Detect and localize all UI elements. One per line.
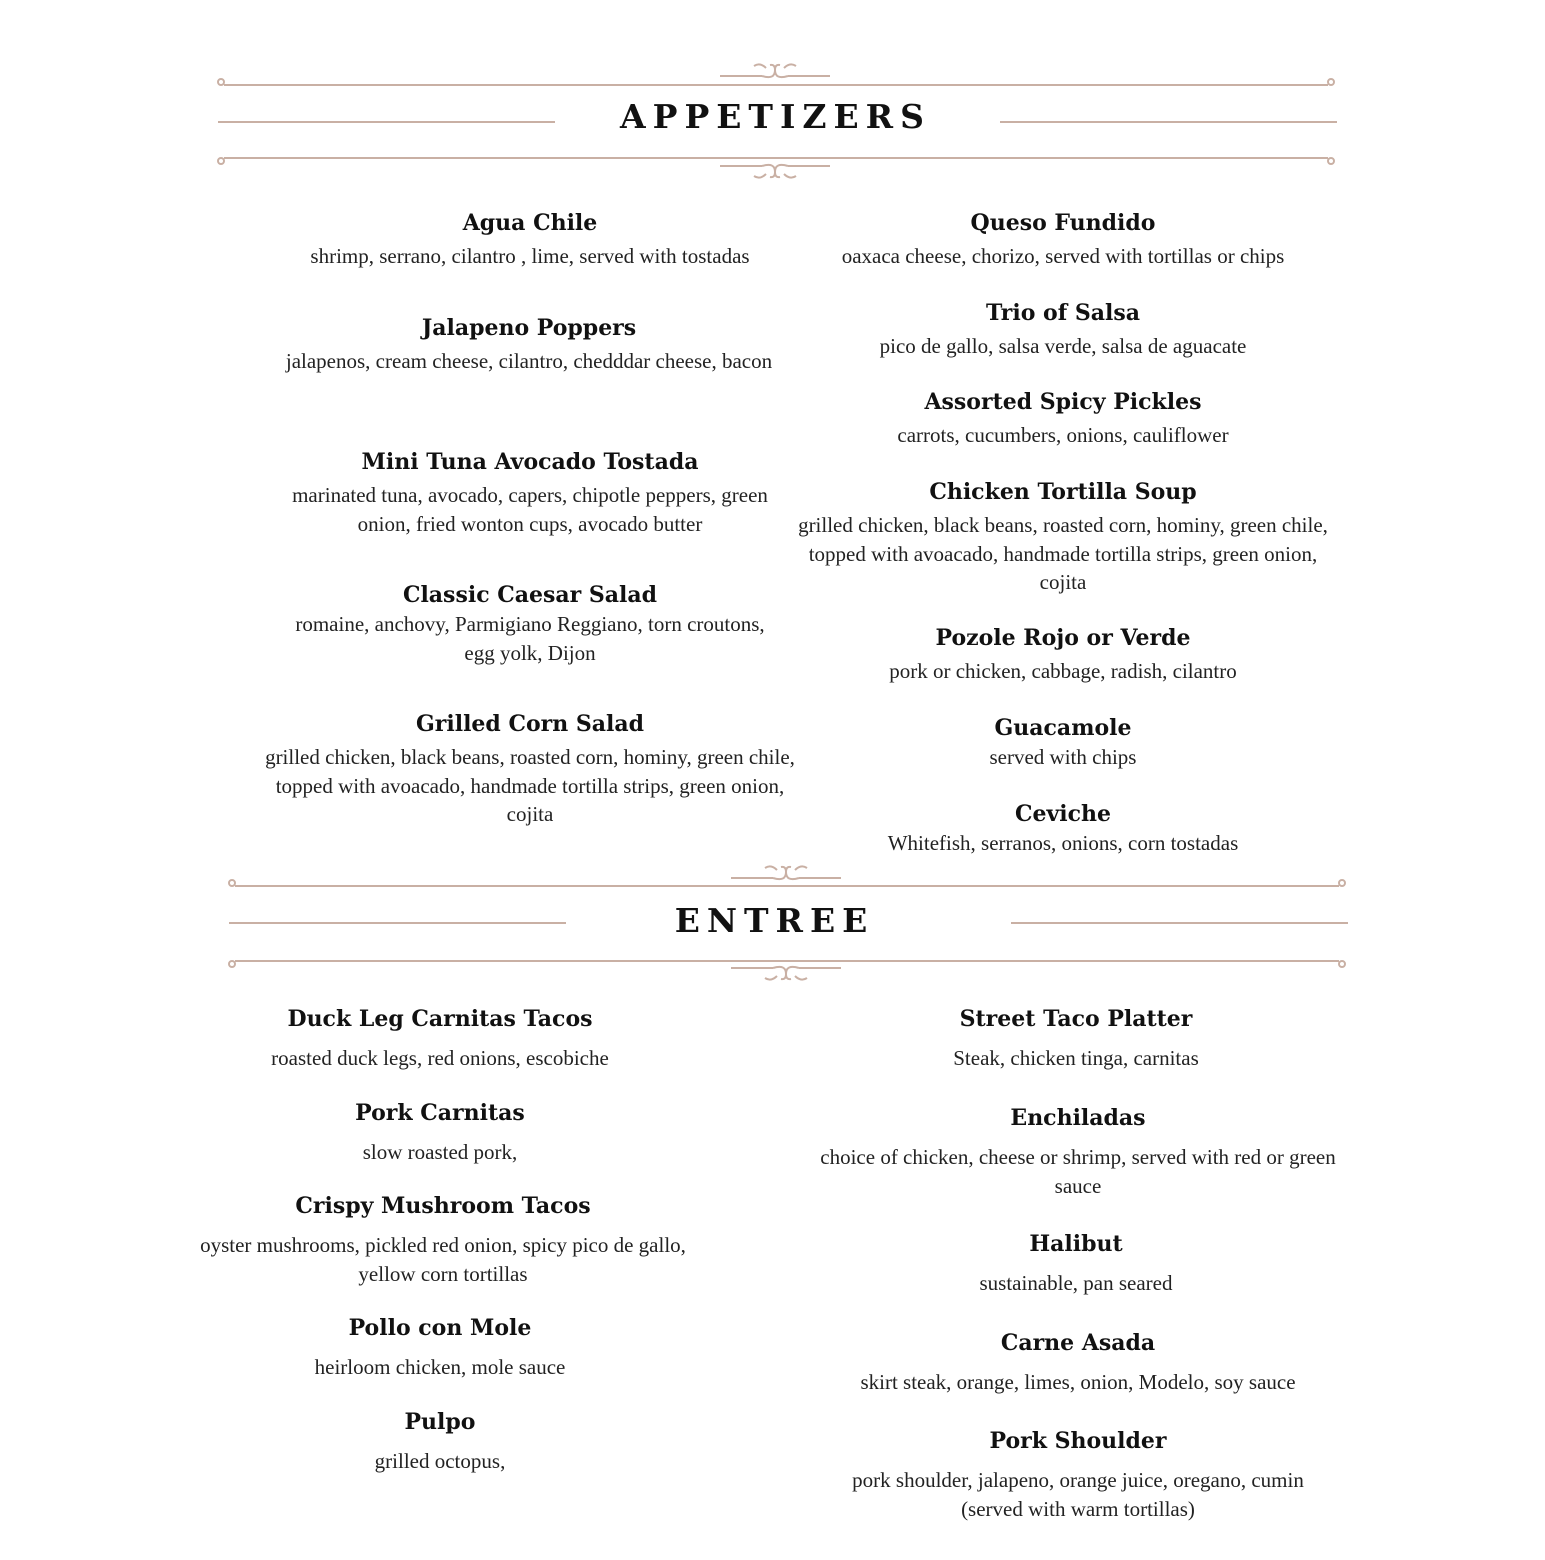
list-item bbox=[816, 1103, 1340, 1200]
item-name: Street Taco Platter bbox=[959, 1006, 1193, 1032]
item-description: marinated tuna, avocado, capers, chipotle peppers, green onion, fried wonton cups, avocado butter bbox=[292, 483, 768, 536]
list-item bbox=[180, 1407, 700, 1476]
list-item bbox=[800, 298, 1326, 361]
appetizers-header bbox=[0, 56, 1545, 176]
item-description: romaine, anchovy, Parmigiano Reggiano, torn croutons, egg yolk, Dijon bbox=[295, 612, 765, 665]
item-name: Pollo con Mole bbox=[348, 1315, 532, 1341]
list-item bbox=[186, 1191, 700, 1288]
item-description: carrots, cucumbers, onions, cauliflower bbox=[897, 423, 1229, 447]
list-item bbox=[836, 1426, 1320, 1523]
item-description: roasted duck legs, red onions, escobiche bbox=[271, 1046, 609, 1070]
list-item bbox=[180, 1004, 700, 1073]
list-item bbox=[816, 1229, 1336, 1298]
item-description: grilled chicken, black beans, roasted corn, hominy, green chile, topped with avoacado, handmade tortilla strips, green onion, cojita bbox=[798, 513, 1328, 594]
item-description: grilled chicken, black beans, roasted corn, hominy, green chile, topped with avoacado, handmade tortilla strips, green onion, cojita bbox=[265, 745, 795, 826]
item-description: shrimp, serrano, cilantro , lime, served with tostadas bbox=[310, 244, 750, 268]
list-item bbox=[800, 387, 1326, 450]
list-item bbox=[796, 477, 1330, 597]
list-item bbox=[800, 799, 1326, 858]
item-description: pico de gallo, salsa verde, salsa de aguacate bbox=[879, 334, 1247, 358]
item-name: Guacamole bbox=[994, 715, 1132, 741]
item-name: Grilled Corn Salad bbox=[415, 711, 645, 737]
list-item bbox=[270, 447, 790, 538]
item-description: skirt steak, orange, limes, onion, Modelo, soy sauce bbox=[860, 1370, 1296, 1394]
entree-header bbox=[0, 860, 1545, 980]
list-item bbox=[800, 208, 1326, 271]
item-name: Assorted Spicy Pickles bbox=[924, 389, 1202, 415]
item-name: Classic Caesar Salad bbox=[402, 582, 658, 608]
item-description: sustainable, pan seared bbox=[979, 1271, 1173, 1295]
list-item bbox=[268, 208, 792, 271]
item-description: choice of chicken, cheese or shrimp, served with red or green sauce bbox=[820, 1145, 1336, 1198]
list-item bbox=[816, 1328, 1340, 1397]
item-name: Duck Leg Carnitas Tacos bbox=[287, 1006, 593, 1032]
list-item bbox=[264, 709, 796, 829]
entree-title: ENTREE bbox=[674, 901, 875, 940]
list-item bbox=[800, 713, 1326, 772]
item-description: pork or chicken, cabbage, radish, cilantro bbox=[889, 659, 1237, 683]
item-description: Whitefish, serranos, onions, corn tostadas bbox=[887, 831, 1239, 855]
item-name: Jalapeno Poppers bbox=[421, 315, 637, 341]
appetizers-title: APPETIZERS bbox=[620, 97, 931, 136]
item-name: Carne Asada bbox=[1000, 1330, 1156, 1356]
item-name: Agua Chile bbox=[462, 210, 598, 236]
item-description: Steak, chicken tinga, carnitas bbox=[953, 1046, 1199, 1070]
item-description: oyster mushrooms, pickled red onion, spicy pico de gallo, yellow corn tortillas bbox=[200, 1233, 686, 1286]
item-description: served with chips bbox=[989, 745, 1137, 769]
item-name: Trio of Salsa bbox=[986, 300, 1140, 326]
item-name: Queso Fundido bbox=[970, 210, 1156, 236]
list-item bbox=[270, 313, 788, 376]
item-description: oaxaca cheese, chorizo, served with tortillas or chips bbox=[841, 244, 1285, 268]
item-name: Pork Shoulder bbox=[989, 1428, 1167, 1454]
item-name: Ceviche bbox=[1014, 801, 1112, 827]
list-item bbox=[290, 580, 770, 667]
item-description: pork shoulder, jalapeno, orange juice, oregano, cumin (served with warm tortillas) bbox=[852, 1468, 1304, 1521]
item-description: heirloom chicken, mole sauce bbox=[314, 1355, 566, 1379]
list-item bbox=[180, 1313, 700, 1382]
list-item bbox=[816, 1004, 1336, 1073]
item-name: Pulpo bbox=[404, 1409, 476, 1435]
list-item bbox=[180, 1098, 700, 1167]
item-name: Pork Carnitas bbox=[355, 1100, 525, 1126]
item-name: Mini Tuna Avocado Tostada bbox=[361, 449, 699, 475]
item-name: Halibut bbox=[1029, 1231, 1123, 1257]
item-name: Chicken Tortilla Soup bbox=[929, 479, 1197, 505]
item-name: Enchiladas bbox=[1010, 1105, 1146, 1131]
item-description: jalapenos, cream cheese, cilantro, chedddar cheese, bacon bbox=[285, 349, 773, 373]
list-item bbox=[800, 623, 1326, 686]
item-description: slow roasted pork, bbox=[362, 1140, 518, 1164]
item-name: Pozole Rojo or Verde bbox=[935, 625, 1191, 651]
item-description: grilled octopus, bbox=[374, 1449, 506, 1473]
item-name: Crispy Mushroom Tacos bbox=[295, 1193, 591, 1219]
